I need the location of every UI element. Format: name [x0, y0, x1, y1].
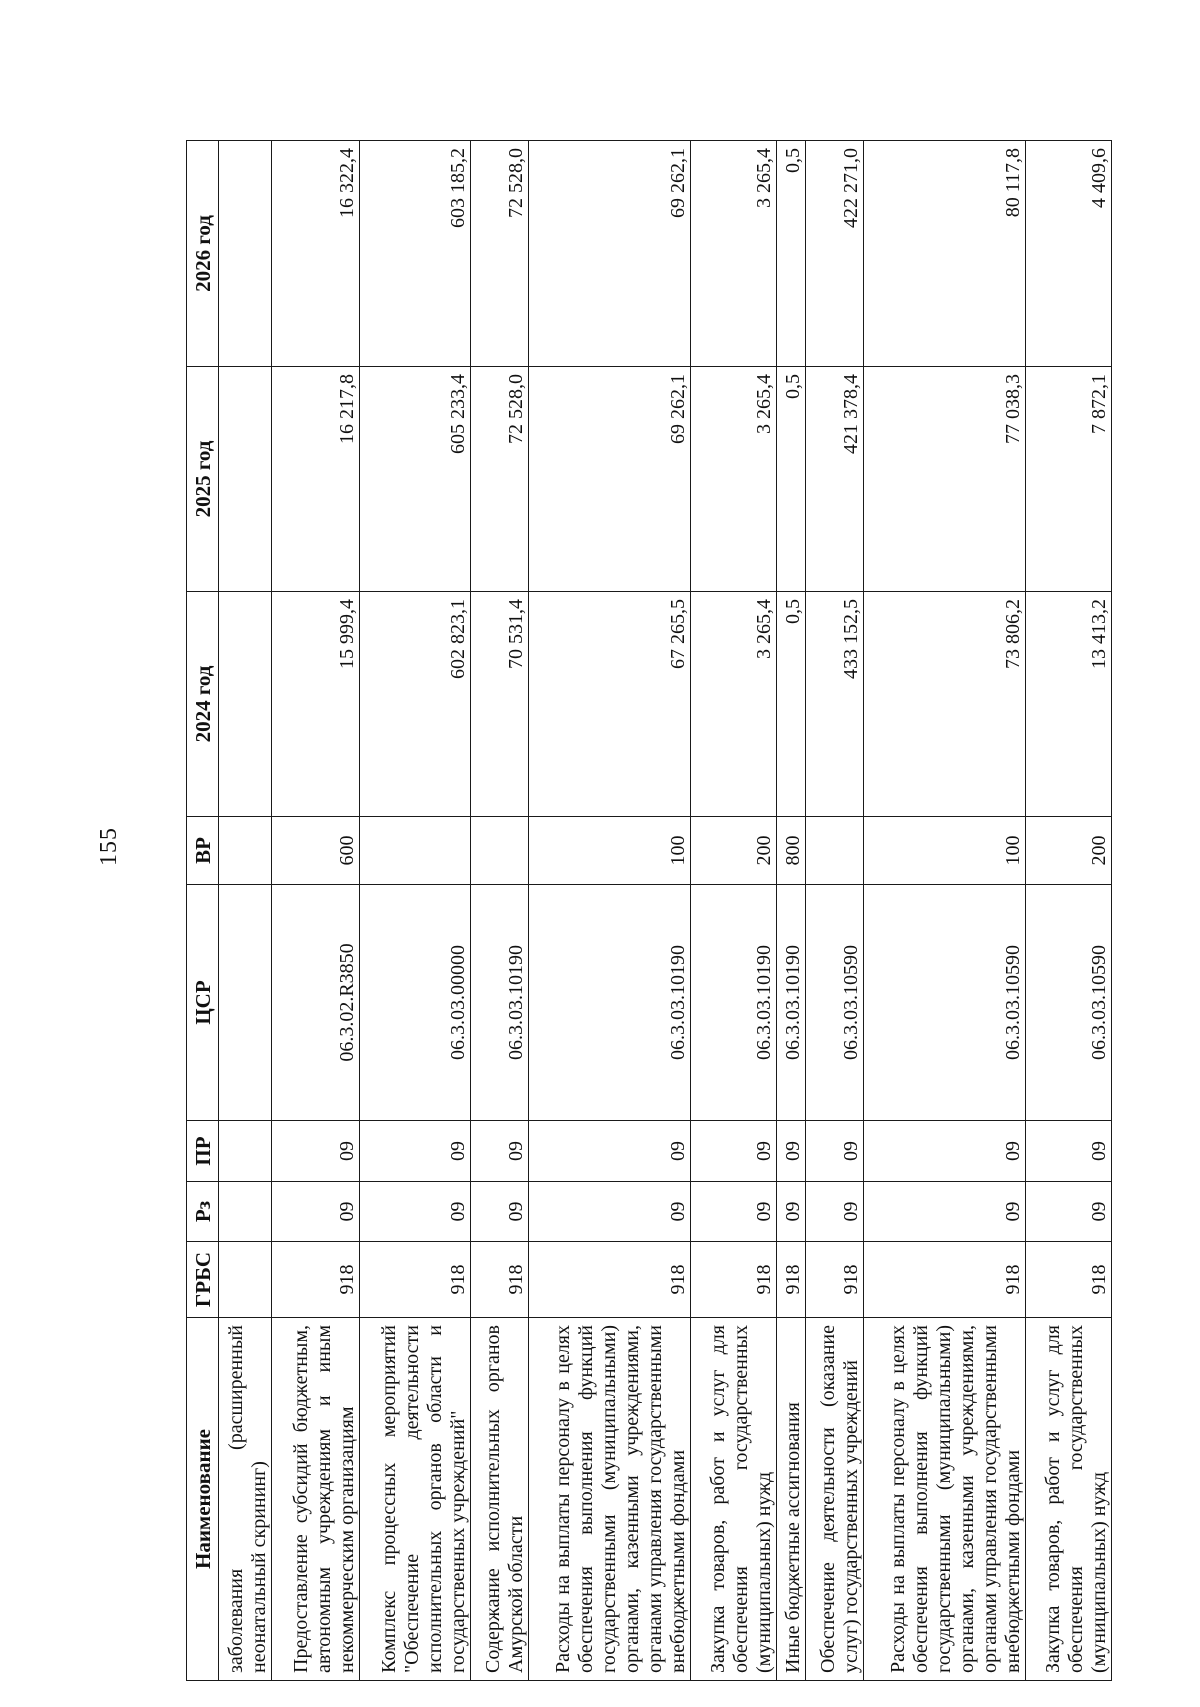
row-2026: 80 117,8 — [864, 141, 1026, 367]
row-rz: 09 — [691, 1182, 776, 1242]
row-2026: 4 409,6 — [1026, 141, 1112, 367]
table-row — [219, 141, 272, 1681]
row-2024: 433 152,5 — [806, 592, 864, 817]
table-row — [1026, 141, 1112, 1681]
row-2026: 72 528,0 — [471, 141, 529, 367]
row-pr — [219, 1121, 272, 1182]
row-csr: 06.3.03.10190 — [776, 885, 806, 1121]
row-2024: 73 806,2 — [864, 592, 1026, 817]
row-vr: 100 — [864, 817, 1026, 885]
row-name: Иные бюджетные ассигнования — [776, 1318, 806, 1681]
row-pr: 09 — [1026, 1121, 1112, 1182]
row-vr — [471, 817, 529, 885]
row-2026 — [219, 141, 272, 367]
row-2024: 3 265,4 — [691, 592, 776, 817]
row-2026: 422 271,0 — [806, 141, 864, 367]
row-2026: 603 185,2 — [359, 141, 470, 367]
col-header-rz: Рз — [187, 1182, 219, 1242]
row-2025: 0,5 — [776, 367, 806, 592]
row-name: Предоставление субсидий бюджетным, автономным учреждениям и иным некоммерческим организациям — [272, 1318, 360, 1681]
row-2024 — [219, 592, 272, 817]
row-rz: 09 — [806, 1182, 864, 1242]
row-2025: 77 038,3 — [864, 367, 1026, 592]
row-2026: 69 262,1 — [528, 141, 690, 367]
row-rz: 09 — [1026, 1182, 1112, 1242]
table-row — [528, 141, 690, 1681]
row-vr — [359, 817, 470, 885]
row-pr: 09 — [471, 1121, 529, 1182]
row-name: Закупка товаров, работ и услуг для обеспечения государственных (муниципальных) нужд — [691, 1318, 776, 1681]
row-name: Содержание исполнительных органов Амурской области — [471, 1318, 529, 1681]
col-header-2025: 2025 год — [187, 367, 219, 592]
row-rz: 09 — [471, 1182, 529, 1242]
table-row — [806, 141, 864, 1681]
row-grbs: 918 — [806, 1242, 864, 1318]
col-header-name: Наименование — [187, 1318, 219, 1681]
row-pr: 09 — [806, 1121, 864, 1182]
row-csr: 06.3.03.10590 — [864, 885, 1026, 1121]
row-name: Расходы на выплаты персоналу в целях обеспечения выполнения функций государственными (муниципальными) органами, казенными учреждениями, органами управления государственными внебюджетными фондами — [528, 1318, 690, 1681]
row-csr: 06.3.03.00000 — [359, 885, 470, 1121]
row-grbs: 918 — [471, 1242, 529, 1318]
row-pr: 09 — [776, 1121, 806, 1182]
row-2024: 13 413,2 — [1026, 592, 1112, 817]
row-rz: 09 — [528, 1182, 690, 1242]
row-vr — [806, 817, 864, 885]
row-2025: 72 528,0 — [471, 367, 529, 592]
row-vr: 100 — [528, 817, 690, 885]
row-vr: 600 — [272, 817, 360, 885]
row-2025: 16 217,8 — [272, 367, 360, 592]
row-csr: 06.3.03.10190 — [528, 885, 690, 1121]
table-row — [272, 141, 360, 1681]
row-name: Расходы на выплаты персоналу в целях обеспечения выполнения функций государственными (муниципальными) органами, казенными учреждениями, органами управления государственными внебюджетными фондами — [864, 1318, 1026, 1681]
row-grbs: 918 — [776, 1242, 806, 1318]
row-grbs: 918 — [691, 1242, 776, 1318]
row-2025: 605 233,4 — [359, 367, 470, 592]
table-row — [359, 141, 470, 1681]
col-header-vr: ВР — [187, 817, 219, 885]
row-vr: 800 — [776, 817, 806, 885]
row-rz: 09 — [272, 1182, 360, 1242]
col-header-csr: ЦСР — [187, 885, 219, 1121]
rotated-table-wrapper — [186, 141, 1112, 1681]
row-vr: 200 — [1026, 817, 1112, 885]
row-csr — [219, 885, 272, 1121]
row-2026: 16 322,4 — [272, 141, 360, 367]
row-2026: 3 265,4 — [691, 141, 776, 367]
table-row — [471, 141, 529, 1681]
table-header-row — [187, 141, 219, 1681]
row-name: Закупка товаров, работ и услуг для обеспечения государственных (муниципальных) нужд — [1026, 1318, 1112, 1681]
row-name: заболевания (расширенный неонатальный скрининг) — [219, 1318, 272, 1681]
row-2025: 421 378,4 — [806, 367, 864, 592]
row-rz: 09 — [864, 1182, 1026, 1242]
row-grbs: 918 — [359, 1242, 470, 1318]
row-2025: 3 265,4 — [691, 367, 776, 592]
row-2025: 69 262,1 — [528, 367, 690, 592]
row-csr: 06.3.03.10190 — [691, 885, 776, 1121]
row-2024: 67 265,5 — [528, 592, 690, 817]
row-2024: 15 999,4 — [272, 592, 360, 817]
row-csr: 06.3.03.10190 — [471, 885, 529, 1121]
col-header-grbs: ГРБС — [187, 1242, 219, 1318]
row-2026: 0,5 — [776, 141, 806, 367]
row-csr: 06.3.02.R3850 — [272, 885, 360, 1121]
col-header-2024: 2024 год — [187, 592, 219, 817]
row-pr: 09 — [864, 1121, 1026, 1182]
table-row — [691, 141, 776, 1681]
col-header-2026: 2026 год — [187, 141, 219, 367]
row-pr: 09 — [272, 1121, 360, 1182]
row-rz: 09 — [776, 1182, 806, 1242]
row-grbs — [219, 1242, 272, 1318]
row-grbs: 918 — [272, 1242, 360, 1318]
table-row — [776, 141, 806, 1681]
row-rz: 09 — [359, 1182, 470, 1242]
table-row — [864, 141, 1026, 1681]
row-pr: 09 — [528, 1121, 690, 1182]
row-vr: 200 — [691, 817, 776, 885]
row-2024: 602 823,1 — [359, 592, 470, 817]
row-grbs: 918 — [864, 1242, 1026, 1318]
row-name: Комплекс процессных мероприятий "Обеспечение деятельности исполнительных органов области и государственных учреждений" — [359, 1318, 470, 1681]
row-pr: 09 — [359, 1121, 470, 1182]
row-2025 — [219, 367, 272, 592]
row-rz — [219, 1182, 272, 1242]
budget-table — [186, 140, 1112, 1681]
row-2025: 7 872,1 — [1026, 367, 1112, 592]
row-csr: 06.3.03.10590 — [1026, 885, 1112, 1121]
row-2024: 0,5 — [776, 592, 806, 817]
row-grbs: 918 — [528, 1242, 690, 1318]
row-grbs: 918 — [1026, 1242, 1112, 1318]
col-header-pr: ПР — [187, 1121, 219, 1182]
row-2024: 70 531,4 — [471, 592, 529, 817]
row-vr — [219, 817, 272, 885]
row-pr: 09 — [691, 1121, 776, 1182]
page-number: 155 — [96, 827, 122, 866]
row-csr: 06.3.03.10590 — [806, 885, 864, 1121]
row-name: Обеспечение деятельности (оказание услуг) государственных учреждений — [806, 1318, 864, 1681]
